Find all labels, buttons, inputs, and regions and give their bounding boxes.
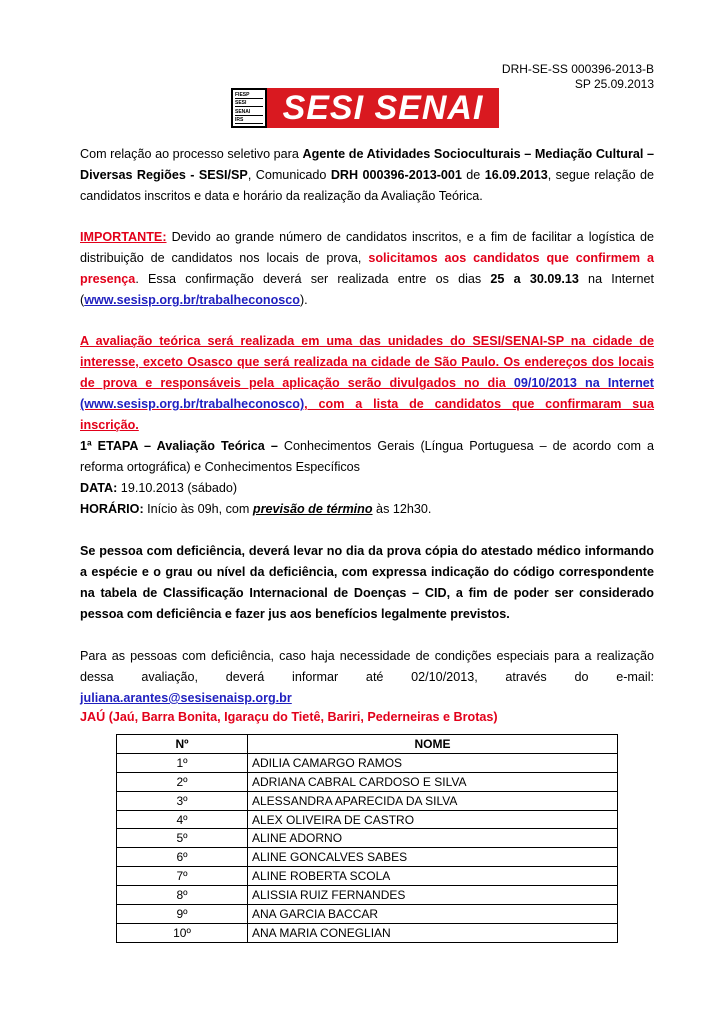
candidates-table (116, 734, 618, 943)
document-reference (502, 62, 654, 92)
important-label: IMPORTANTE: (80, 230, 167, 244)
table-row (117, 772, 618, 791)
header-number: Nº (117, 735, 248, 754)
stage-title: 1ª ETAPA – Avaliação Teórica – (80, 439, 278, 453)
row-number: 6º (117, 848, 248, 867)
important-paragraph: IMPORTANTE: Devido ao grande número de candidatos inscritos, e a fim de facilitar a logística de distribuição de candidatos nos locais de prova, solicitamos aos candidatos que confirmem a presença. Essa confirmação deverá ser realizada entre os dias 25 a 30.09.13 na Internet (www.sesisp.org.br/trabalheconosco). (80, 230, 654, 307)
logo-line: FIESP (235, 92, 263, 99)
table-row (117, 810, 618, 829)
logo-wordmark (267, 88, 499, 128)
table-header-row (117, 735, 618, 754)
date-value: 19.10.2013 (sábado) (117, 481, 238, 495)
sesi-senai-logo (231, 88, 499, 128)
reference-date: SP 25.09.2013 (574, 77, 654, 91)
logo-line: SESI (235, 100, 263, 107)
row-number: 8º (117, 886, 248, 905)
region-heading: JAÚ (Jaú, Barra Bonita, Igaraçu do Tietê, Bariri, Pederneiras e Brotas) (80, 710, 498, 724)
header-name: NOME (248, 735, 618, 754)
time-label: HORÁRIO: (80, 502, 144, 516)
row-name: ADILIA CAMARGO RAMOS (248, 753, 618, 772)
row-name: ALESSANDRA APARECIDA DA SILVA (248, 791, 618, 810)
row-number: 5º (117, 829, 248, 848)
row-name: ALINE GONCALVES SABES (248, 848, 618, 867)
special-conditions-paragraph: Para as pessoas com deficiência, caso haja necessidade de condições especiais para a realização dessa avaliação, deverá informar até 02/10/2013, através do e-mail: juliana.arantes@sesisenaisp.org.br (80, 649, 654, 705)
row-number: 7º (117, 867, 248, 886)
logo-text: SESI SENAI (282, 88, 484, 127)
table-row (117, 829, 618, 848)
row-number: 10º (117, 923, 248, 942)
logo-entity-box (231, 88, 267, 128)
row-name: ANA MARIA CONEGLIAN (248, 923, 618, 942)
table-row (117, 923, 618, 942)
disability-paragraph: Se pessoa com deficiência, deverá levar no dia da prova cópia do atestado médico informando a espécie e o grau ou nível da deficiência, com expressa indicação do código correspondente na tabela de Classificação Internacional de Doenças – CID, a fim de poder ser considerado pessoa com deficiência e fazer jus aos benefícios legalmente previstos. (80, 544, 654, 621)
row-name: ANA GARCIA BACCAR (248, 905, 618, 924)
table-row (117, 886, 618, 905)
intro-paragraph: Com relação ao processo seletivo para Agente de Atividades Socioculturais – Mediação Cultural – Diversas Regiões - SESI/SP, Comunicado DRH 000396-2013-001 de 16.09.2013, segue relação de candidatos inscritos e data e horário da realização da Avaliação Teórica. (80, 147, 654, 203)
table-row (117, 753, 618, 772)
exam-location-paragraph: A avaliação teórica será realizada em uma das unidades do SESI/SENAI-SP na cidade de interesse, exceto Osasco que será realizada na cidade de São Paulo. Os endereços dos locais de prova e responsáveis pela aplicação serão divulgados no dia 09/10/2013 na Internet (www.sesisp.org.br/trabalheconosco), com a lista de candidatos que confirmaram sua inscrição. (80, 334, 655, 432)
row-name: ALEX OLIVEIRA DE CASTRO (248, 810, 618, 829)
table-row (117, 791, 618, 810)
row-number: 4º (117, 810, 248, 829)
exam-date-link[interactable]: 09/10/2013 na Internet (www.sesisp.org.br/trabalheconosco) (80, 376, 655, 411)
table-row (117, 867, 618, 886)
table-row (117, 905, 618, 924)
row-number: 9º (117, 905, 248, 924)
table-row (117, 848, 618, 867)
row-name: ALINE ADORNO (248, 829, 618, 848)
reference-code: DRH-SE-SS 000396-2013-B (501, 62, 654, 76)
logo-line: IRS (235, 117, 263, 124)
contact-email-link[interactable]: juliana.arantes@sesisenaisp.org.br (80, 691, 292, 705)
stage-paragraph: 1ª ETAPA – Avaliação Teórica – Conhecimentos Gerais (Língua Portuguesa – de acordo com a reforma ortográfica) e Conhecimentos Específicos DATA: 19.10.2013 (sábado) HORÁRIO: Início às 09h, com previsão de término às 12h30. (80, 439, 654, 516)
logo-line: SENAI (235, 109, 263, 116)
row-name: ALISSIA RUIZ FERNANDES (248, 886, 618, 905)
row-name: ALINE ROBERTA SCOLA (248, 867, 618, 886)
row-number: 3º (117, 791, 248, 810)
trabalhe-conosco-link[interactable]: www.sesisp.org.br/trabalheconosco (84, 293, 300, 307)
row-number: 1º (117, 753, 248, 772)
row-number: 2º (117, 772, 248, 791)
row-name: ADRIANA CABRAL CARDOSO E SILVA (248, 772, 618, 791)
date-label: DATA: (80, 481, 118, 495)
